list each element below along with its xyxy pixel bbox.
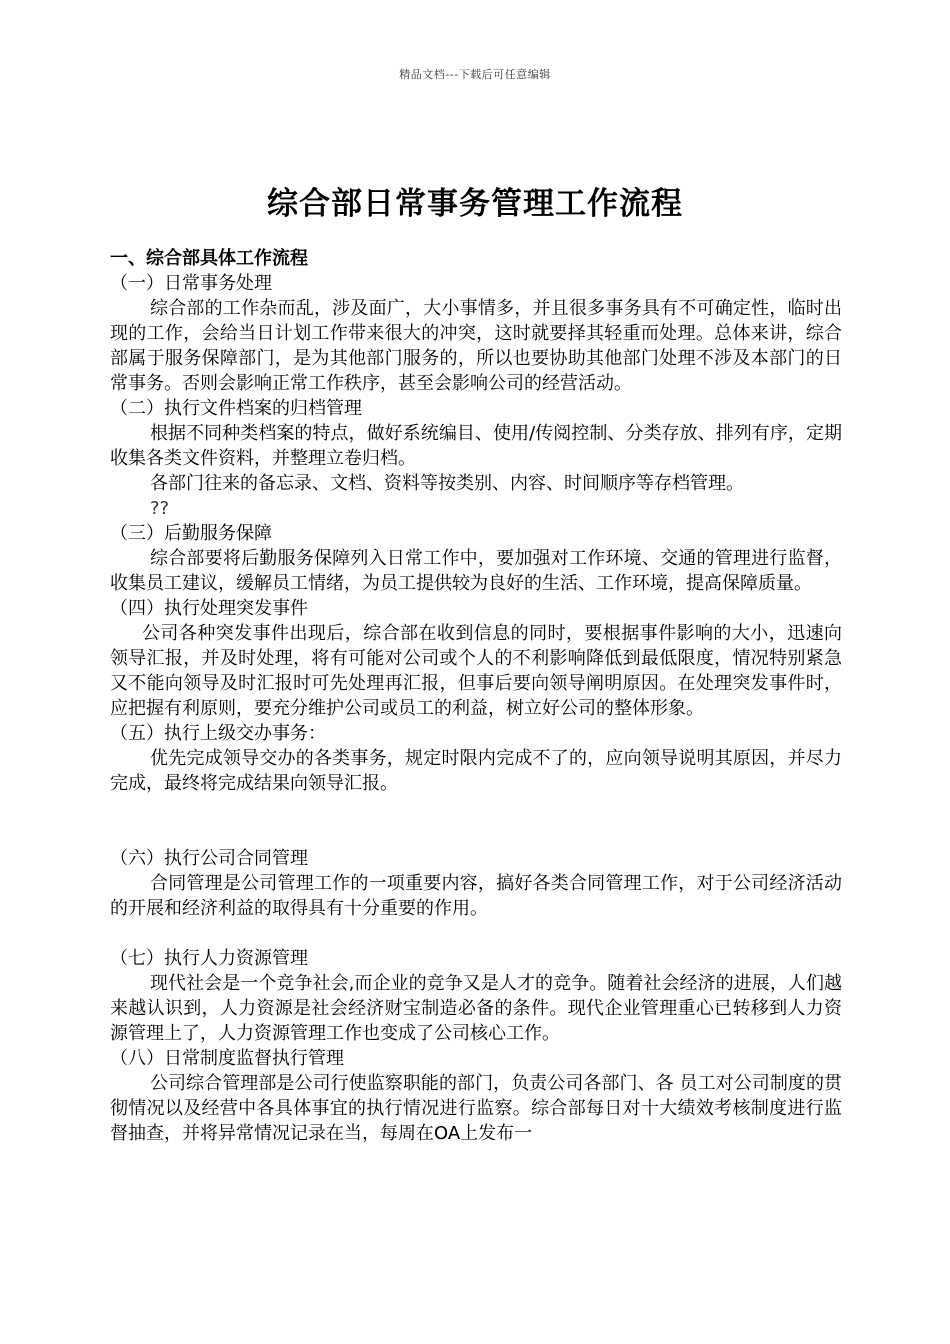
document-body (110, 246, 842, 1146)
paragraph-2-2: 各部门往来的备忘录、文档、资料等按类别、内容、时间顺序等存档管理。 (150, 473, 744, 494)
paragraph-7-1: 现代社会是一个竞争社会,而企业的竞争又是人才的竞争。随着社会经济的进展，人们越来越认识到，人力资源是社会经济财宝制造必备的条件。现代企业管理重心已转移到人力资源管理上了，人力资源管理工作也变成了公司核心工作。 (110, 973, 842, 1044)
blank-space (110, 921, 842, 946)
subsection-heading-5: （五）执行上级交办事务： (110, 723, 326, 744)
subsection-heading-1: （一）日常事务处理 (110, 273, 272, 294)
page-header: 精品文档---下载后可任意编辑 (399, 68, 551, 81)
paragraph-2-3: ?? (150, 498, 170, 519)
paragraph-3-1: 综合部要将后勤服务保障列入日常工作中，要加强对工作环境、交通的管理进行监督，收集员工建议，缓解员工情绪，为员工提供较为良好的生活、工作环境，提高保障质量。 (110, 548, 842, 594)
subsection-heading-3: （三）后勤服务保障 (110, 523, 272, 544)
paragraph-6-1: 合同管理是公司管理工作的一项重要内容，搞好各类合同管理工作，对于公司经济活动的开展和经济利益的取得具有十分重要的作用。 (110, 873, 842, 919)
paragraph-2-1: 根据不同种类档案的特点，做好系统编目、使用/传阅控制、分类存放、排列有序，定期收集各类文件资料，并整理立卷归档。 (110, 423, 842, 469)
paragraph-8-1: 公司综合管理部是公司行使监察职能的部门，负责公司各部门、各 员工对公司制度的贯彻情况以及经营中各具体事宜的执行情况进行监察。综合部每日对十大绩效考核制度进行监督抽查，并将异常情况记录在当，每周在OA上发布一 (110, 1073, 842, 1144)
paragraph-1-1: 综合部的工作杂而乱，涉及面广，大小事情多，并且很多事务具有不可确定性，临时出现的工作，会给当日计划工作带来很大的冲突，这时就要择其轻重而处理。总体来讲，综合部属于服务保障部门，是为其他部门服务的，所以也要协助其他部门处理不涉及本部门的日常事务。否则会影响正常工作秩序，甚至会影响公司的经营活动。 (110, 298, 842, 394)
subsection-heading-8: （八）日常制度监督执行管理 (110, 1048, 344, 1069)
subsection-heading-7: （七）执行人力资源管理 (110, 948, 308, 969)
section-heading: 一、综合部具体工作流程 (110, 248, 308, 269)
blank-space (110, 796, 842, 846)
subsection-heading-6: （六）执行公司合同管理 (110, 848, 308, 869)
paragraph-4-1: 公司各种突发事件出现后，综合部在收到信息的同时，要根据事件影响的大小，迅速向领导汇报，并及时处理，将有可能对公司或个人的不利影响降低到最低限度，情况特别紧急又不能向领导及时汇报时可先处理再汇报，但事后要向领导阐明原因。在处理突发事件时，应把握有利原则，要充分维护公司或员工的利益，树立好公司的整体形象。 (110, 623, 842, 719)
document-title: 综合部日常事务管理工作流程 (267, 186, 683, 222)
subsection-heading-2: （二）执行文件档案的归档管理 (110, 398, 362, 419)
subsection-heading-4: （四）执行处理突发事件 (110, 598, 308, 619)
paragraph-5-1: 优先完成领导交办的各类事务，规定时限内完成不了的，应向领导说明其原因，并尽力完成，最终将完成结果向领导汇报。 (110, 748, 842, 794)
